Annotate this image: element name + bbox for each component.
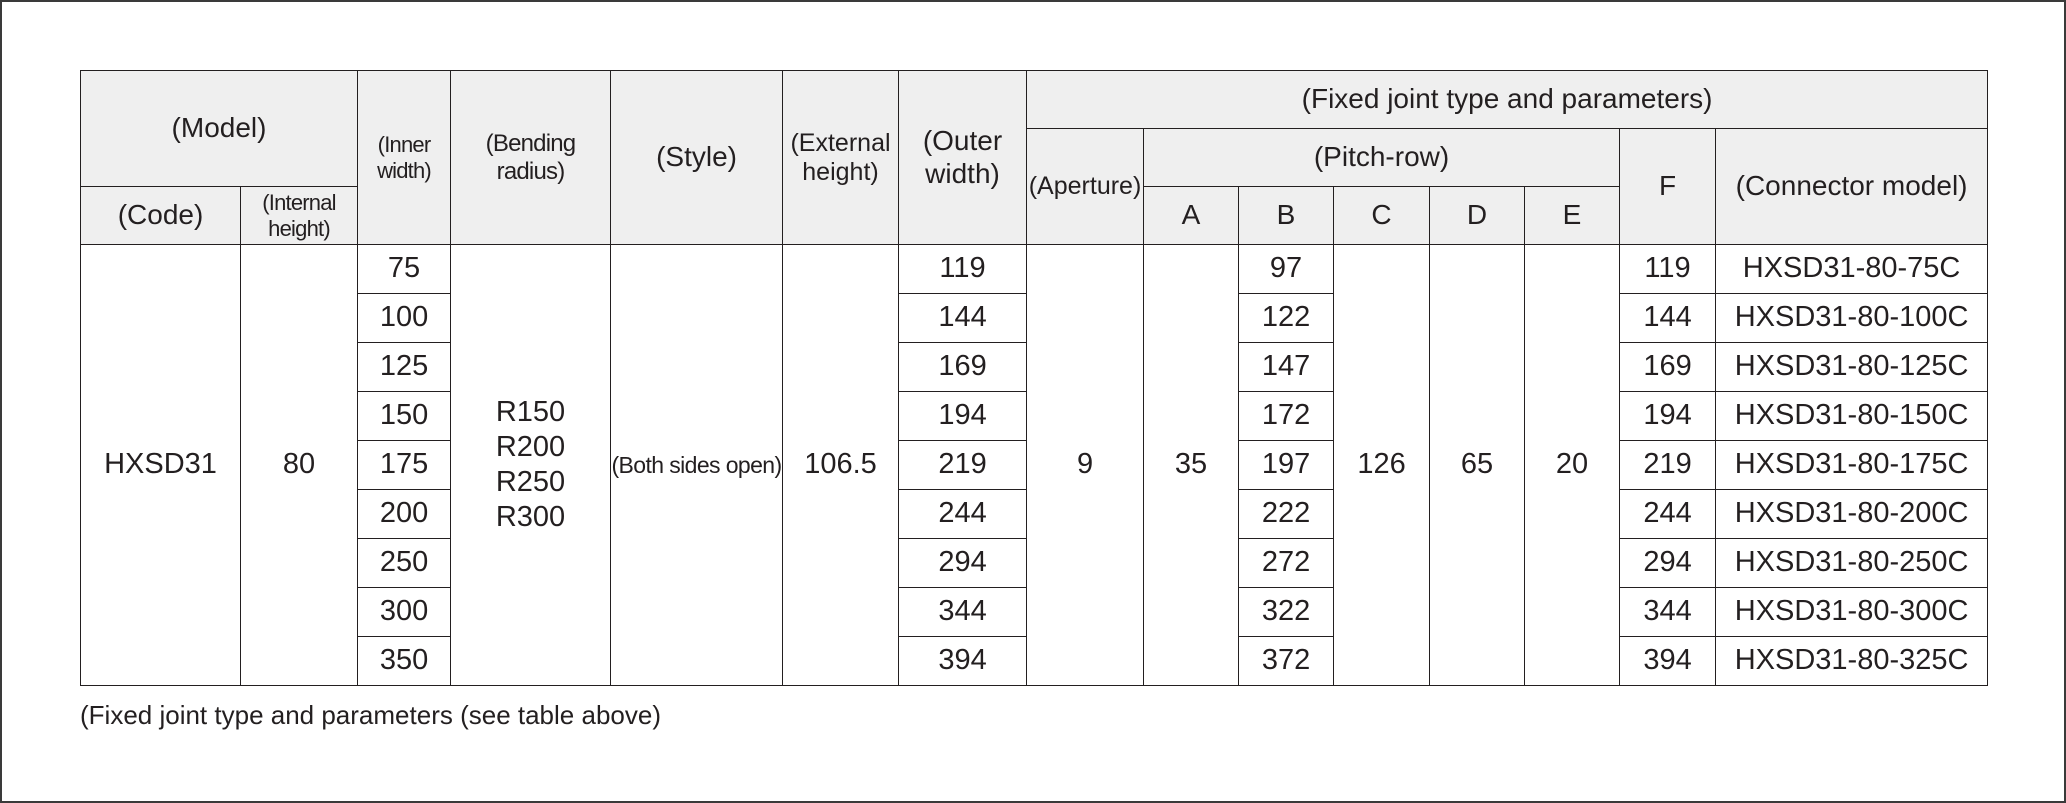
cell-connector: HXSD31-80-175C: [1716, 441, 1988, 490]
cell-outer-width: 194: [899, 392, 1027, 441]
header-outer-width: (Outer width): [899, 71, 1027, 245]
cell-b: 172: [1239, 392, 1334, 441]
cell-inner-width: 350: [358, 637, 451, 686]
cell-outer-width: 169: [899, 343, 1027, 392]
cell-f: 394: [1620, 637, 1716, 686]
cell-outer-width: 294: [899, 539, 1027, 588]
cell-connector: HXSD31-80-200C: [1716, 490, 1988, 539]
cell-inner-width: 75: [358, 245, 451, 294]
cell-b: 97: [1239, 245, 1334, 294]
table-header: [81, 71, 1988, 245]
cell-connector: HXSD31-80-325C: [1716, 637, 1988, 686]
header-code: (Code): [81, 187, 241, 245]
cell-b: 372: [1239, 637, 1334, 686]
header-e: E: [1525, 187, 1620, 245]
cell-internal-height: 80: [241, 245, 358, 686]
cell-inner-width: 300: [358, 588, 451, 637]
header-connector-model: (Connector model): [1716, 129, 1988, 245]
cell-inner-width: 250: [358, 539, 451, 588]
cell-b: 197: [1239, 441, 1334, 490]
cell-external-height: 106.5: [783, 245, 899, 686]
cell-code: HXSD31: [81, 245, 241, 686]
cell-outer-width: 219: [899, 441, 1027, 490]
bending-radius-value: R250: [495, 466, 566, 498]
cell-d: 65: [1430, 245, 1525, 686]
cell-f: 119: [1620, 245, 1716, 294]
header-b: B: [1239, 187, 1334, 245]
cell-inner-width: 200: [358, 490, 451, 539]
cell-outer-width: 119: [899, 245, 1027, 294]
cell-inner-width: 150: [358, 392, 451, 441]
header-pitch-row: (Pitch-row): [1144, 129, 1620, 187]
cell-inner-width: 100: [358, 294, 451, 343]
header-a: A: [1144, 187, 1239, 245]
footnote: (Fixed joint type and parameters (see table above): [80, 700, 661, 730]
cell-b: 322: [1239, 588, 1334, 637]
cell-outer-width: 344: [899, 588, 1027, 637]
cell-aperture: 9: [1027, 245, 1144, 686]
cell-connector: HXSD31-80-250C: [1716, 539, 1988, 588]
cell-connector: HXSD31-80-150C: [1716, 392, 1988, 441]
bending-radius-list: [496, 395, 565, 535]
spec-table: [80, 70, 1988, 686]
cell-connector: HXSD31-80-75C: [1716, 245, 1988, 294]
cell-a: 35: [1144, 245, 1239, 686]
header-external-height: (External height): [783, 71, 899, 245]
header-style: (Style): [611, 71, 783, 245]
table-body: [81, 245, 1988, 686]
bending-radius-value: R200: [495, 431, 566, 463]
cell-outer-width: 244: [899, 490, 1027, 539]
cell-connector: HXSD31-80-300C: [1716, 588, 1988, 637]
header-internal-height: (Internal height): [241, 187, 358, 245]
header-fixed-joint: (Fixed joint type and parameters): [1027, 71, 1988, 129]
cell-connector: HXSD31-80-125C: [1716, 343, 1988, 392]
cell-connector: HXSD31-80-100C: [1716, 294, 1988, 343]
cell-f: 294: [1620, 539, 1716, 588]
cell-f: 194: [1620, 392, 1716, 441]
header-aperture: (Aperture): [1027, 129, 1144, 245]
cell-style: (Both sides open): [611, 245, 783, 686]
cell-f: 144: [1620, 294, 1716, 343]
cell-f: 219: [1620, 441, 1716, 490]
header-f: F: [1620, 129, 1716, 245]
table-row: [81, 245, 1988, 294]
header-c: C: [1334, 187, 1430, 245]
header-bending-radius: (Bending radius): [451, 71, 611, 245]
cell-f: 244: [1620, 490, 1716, 539]
cell-b: 122: [1239, 294, 1334, 343]
header-inner-width: (Inner width): [358, 71, 451, 245]
cell-outer-width: 144: [899, 294, 1027, 343]
cell-b: 147: [1239, 343, 1334, 392]
cell-outer-width: 394: [899, 637, 1027, 686]
bending-radius-value: R150: [495, 396, 566, 428]
cell-inner-width: 175: [358, 441, 451, 490]
header-model: (Model): [81, 71, 358, 187]
header-d: D: [1430, 187, 1525, 245]
cell-b: 272: [1239, 539, 1334, 588]
cell-inner-width: 125: [358, 343, 451, 392]
cell-bending-radius: [451, 245, 611, 686]
cell-f: 169: [1620, 343, 1716, 392]
cell-b: 222: [1239, 490, 1334, 539]
cell-e: 20: [1525, 245, 1620, 686]
bending-radius-value: R300: [495, 501, 566, 533]
cell-f: 344: [1620, 588, 1716, 637]
cell-c: 126: [1334, 245, 1430, 686]
